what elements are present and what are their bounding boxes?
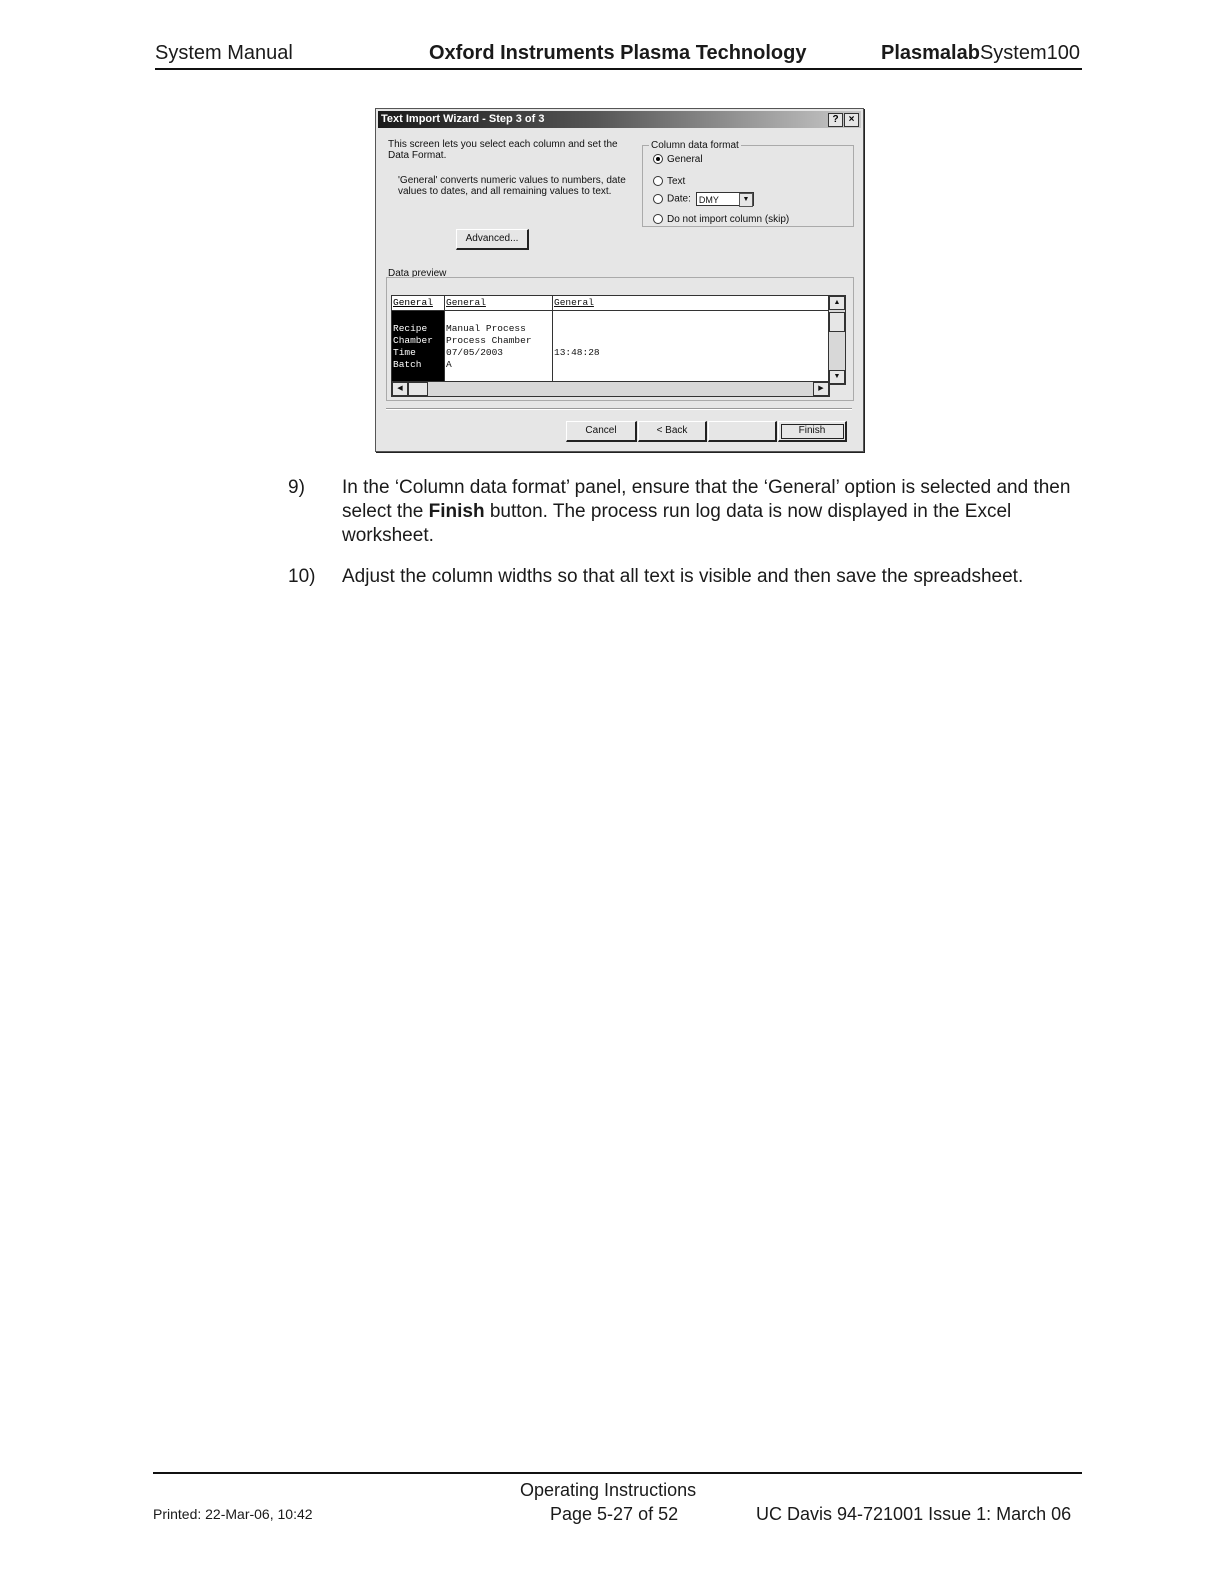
date-format-select[interactable] bbox=[696, 192, 754, 206]
table-cell bbox=[392, 311, 444, 323]
dialog-titlebar bbox=[378, 111, 861, 128]
scroll-thumb[interactable] bbox=[829, 312, 845, 332]
radio-text-label: Text bbox=[667, 176, 686, 187]
dialog-separator bbox=[386, 408, 852, 410]
column-header[interactable]: General bbox=[445, 296, 552, 311]
column-format-legend: Column data format bbox=[651, 140, 739, 151]
footer-section: Operating Instructions bbox=[520, 1480, 697, 1500]
table-cell: 13:48:28 bbox=[554, 347, 600, 358]
radio-general[interactable] bbox=[653, 154, 703, 165]
header-left: System Manual bbox=[155, 42, 293, 64]
help-button[interactable]: ? bbox=[828, 113, 843, 127]
step-number: 9) bbox=[288, 477, 305, 498]
table-cell bbox=[553, 359, 829, 371]
close-button[interactable]: × bbox=[844, 113, 859, 127]
column-header[interactable]: General bbox=[392, 296, 444, 311]
page-header bbox=[155, 42, 1082, 70]
footer-doc: UC Davis 94-721001 Issue 1: March 06 bbox=[756, 1504, 1072, 1524]
table-cell bbox=[553, 335, 829, 347]
data-preview-label: Data preview bbox=[388, 268, 447, 279]
radio-skip[interactable] bbox=[653, 214, 789, 225]
preview-column-3[interactable] bbox=[553, 296, 829, 382]
step-number: 10) bbox=[288, 566, 316, 587]
scroll-left-icon[interactable]: ◀ bbox=[392, 382, 408, 396]
radio-text[interactable] bbox=[653, 176, 685, 187]
preview-column-1[interactable] bbox=[392, 296, 445, 382]
radio-general-icon bbox=[653, 154, 663, 164]
step-text: Adjust the column widths so that all text is visible and then save the spreadsheet. bbox=[342, 566, 1024, 587]
radio-general-label: General bbox=[667, 154, 703, 165]
header-right bbox=[881, 42, 1080, 65]
data-preview-table[interactable] bbox=[391, 295, 830, 383]
next-button[interactable] bbox=[708, 421, 777, 442]
finish-button[interactable]: Finish bbox=[778, 421, 847, 442]
header-right-regular: System100 bbox=[979, 42, 1080, 64]
column-header[interactable]: General bbox=[553, 296, 829, 311]
radio-date[interactable] bbox=[653, 192, 754, 206]
step-text-pre: In the ‘Column data format’ panel, ensure that the ‘General’ option is selected and then select the bbox=[342, 477, 1071, 522]
header-right-bold: Plasmalab bbox=[880, 42, 980, 64]
radio-text-icon bbox=[653, 176, 663, 186]
radio-skip-label: Do not import column (skip) bbox=[667, 214, 790, 225]
scroll-right-icon[interactable]: ▶ bbox=[813, 382, 829, 396]
radio-skip-icon bbox=[653, 214, 663, 224]
cancel-button[interactable]: Cancel bbox=[566, 421, 637, 442]
table-cell: Manual Process bbox=[446, 323, 526, 334]
footer-printed: Printed: 22-Mar-06, 10:42 bbox=[153, 1506, 313, 1522]
radio-date-label: Date: bbox=[667, 193, 691, 205]
chevron-down-icon: ▼ bbox=[739, 193, 753, 207]
footer-rule bbox=[153, 1472, 1082, 1474]
header-center: Oxford Instruments Plasma Technology bbox=[429, 42, 807, 64]
preview-column-2[interactable] bbox=[445, 296, 553, 382]
step-text bbox=[342, 476, 1082, 548]
text-import-wizard-dialog bbox=[375, 108, 864, 452]
table-cell: Batch bbox=[393, 359, 422, 370]
step-text-post: button. The process run log data is now displayed in the Excel worksheet. bbox=[342, 501, 1012, 546]
dialog-description: This screen lets you select each column and set the Data Format. bbox=[388, 139, 618, 161]
table-cell: A bbox=[446, 359, 452, 370]
table-cell: Process Chamber bbox=[446, 335, 532, 346]
vertical-scrollbar[interactable] bbox=[828, 295, 846, 385]
horizontal-scrollbar[interactable] bbox=[391, 381, 830, 397]
advanced-button[interactable]: Advanced... bbox=[456, 229, 529, 250]
column-data-format-panel bbox=[642, 140, 854, 227]
scroll-down-icon[interactable]: ▼ bbox=[829, 370, 845, 384]
scroll-up-icon[interactable]: ▲ bbox=[829, 296, 845, 310]
radio-date-icon bbox=[653, 194, 663, 204]
dialog-title: Text Import Wizard - Step 3 of 3 bbox=[381, 113, 545, 125]
general-description: 'General' converts numeric values to numbers, date values to dates, and all remaining values to text. bbox=[398, 175, 626, 197]
table-cell: Time bbox=[393, 347, 416, 358]
table-cell bbox=[553, 323, 829, 335]
footer-page: Page 5-27 of 52 bbox=[550, 1504, 679, 1524]
hscroll-thumb[interactable] bbox=[408, 382, 428, 396]
back-button[interactable]: < Back bbox=[638, 421, 707, 442]
table-cell: 07/05/2003 bbox=[446, 347, 504, 358]
table-cell: Chamber bbox=[393, 335, 433, 346]
table-cell: Recipe bbox=[393, 323, 428, 334]
table-cell bbox=[445, 311, 552, 323]
step-text-bold: Finish bbox=[428, 501, 485, 522]
table-cell bbox=[553, 311, 829, 323]
date-format-value: DMY bbox=[698, 195, 719, 205]
